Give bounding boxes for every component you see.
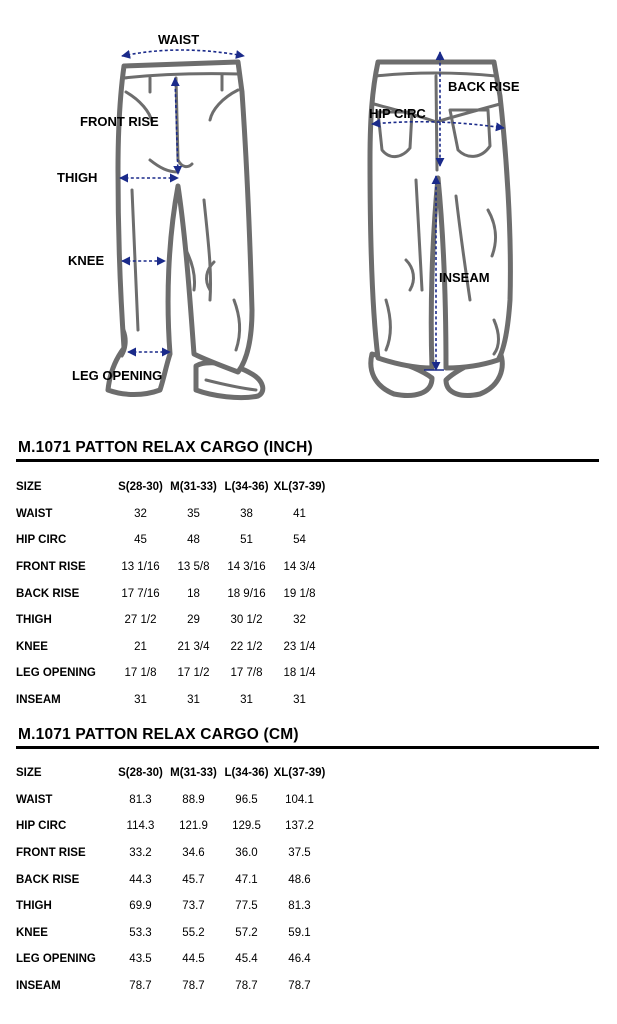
table-row	[14, 920, 326, 947]
table-cell: 17 7/8	[230, 667, 263, 680]
table-header-row	[14, 760, 326, 787]
table-cell: 81.3	[129, 793, 152, 806]
size-header-label: SIZE	[16, 767, 42, 780]
table-row	[14, 866, 326, 893]
table-cell: 114.3	[126, 820, 155, 833]
table-row	[14, 527, 326, 554]
table-cell: 18 9/16	[227, 587, 266, 600]
table-cell: 36.0	[235, 847, 258, 860]
table-cell: 69.9	[129, 900, 152, 913]
table-cell: 38	[240, 507, 253, 520]
row-label: HIP CIRC	[16, 820, 67, 833]
measurement-diagram	[0, 0, 617, 420]
row-label: THIGH	[16, 900, 52, 913]
table-cell: 14 3/4	[283, 561, 316, 574]
row-label: KNEE	[16, 926, 48, 939]
table-cell: 31	[293, 694, 306, 707]
table-cell: 31	[187, 694, 200, 707]
table-header-row	[14, 474, 326, 501]
row-label: WAIST	[16, 793, 53, 806]
table-cell: 96.5	[235, 793, 258, 806]
table-row	[14, 840, 326, 867]
table-cell: 32	[293, 614, 306, 627]
table-cell: 14 3/16	[227, 561, 266, 574]
table-cell: 53.3	[129, 926, 152, 939]
table-cell: 121.9	[179, 820, 208, 833]
cm-table-title: M.1071 PATTON RELAX CARGO (CM)	[18, 726, 299, 743]
table-cell: 104.1	[285, 793, 314, 806]
front-rise-label: FRONT RISE	[80, 114, 159, 129]
cm-size-table	[14, 760, 326, 999]
table-cell: 48.6	[288, 873, 311, 886]
table-cell: 78.7	[235, 980, 258, 993]
table-cell: 22 1/2	[230, 640, 263, 653]
table-cell: 54	[293, 534, 306, 547]
size-column-header: M(31-33)	[170, 481, 217, 494]
row-label: KNEE	[16, 640, 48, 653]
size-column-header: S(28-30)	[118, 481, 163, 494]
cm-size-table-body	[14, 760, 326, 999]
table-cell: 41	[293, 507, 306, 520]
table-cell: 129.5	[232, 820, 261, 833]
table-cell: 55.2	[182, 926, 205, 939]
table-cell: 73.7	[182, 900, 205, 913]
thigh-label: THIGH	[57, 170, 98, 185]
table-cell: 45.4	[235, 953, 258, 966]
cm-table-divider	[16, 746, 599, 749]
table-cell: 78.7	[288, 980, 311, 993]
table-cell: 27 1/2	[124, 614, 157, 627]
row-label: BACK RISE	[16, 873, 80, 886]
table-cell: 18	[187, 587, 200, 600]
table-cell: 13 1/16	[121, 561, 160, 574]
table-row	[14, 946, 326, 973]
table-cell: 48	[187, 534, 200, 547]
table-cell: 81.3	[288, 900, 311, 913]
table-row	[14, 501, 326, 528]
table-row	[14, 893, 326, 920]
size-column-header: S(28-30)	[118, 767, 163, 780]
row-label: FRONT RISE	[16, 561, 86, 574]
inch-table-divider	[16, 459, 599, 462]
table-row	[14, 660, 326, 687]
size-header-label: SIZE	[16, 481, 42, 494]
table-cell: 78.7	[129, 980, 152, 993]
table-cell: 21	[134, 640, 147, 653]
row-label: LEG OPENING	[16, 953, 96, 966]
size-column-header: XL(37-39)	[273, 767, 326, 780]
inch-table-title: M.1071 PATTON RELAX CARGO (INCH)	[18, 439, 313, 456]
table-cell: 31	[134, 694, 147, 707]
size-column-header: L(34-36)	[224, 767, 269, 780]
table-cell: 33.2	[129, 847, 152, 860]
row-label: THIGH	[16, 614, 52, 627]
table-cell: 31	[240, 694, 253, 707]
table-cell: 44.3	[129, 873, 152, 886]
table-cell: 59.1	[288, 926, 311, 939]
size-column-header: XL(37-39)	[273, 481, 326, 494]
table-row	[14, 813, 326, 840]
back-rise-label: BACK RISE	[448, 79, 520, 94]
table-cell: 29	[187, 614, 200, 627]
table-cell: 17 7/16	[121, 587, 160, 600]
table-row	[14, 634, 326, 661]
table-cell: 30 1/2	[230, 614, 263, 627]
table-cell: 23 1/4	[283, 640, 316, 653]
knee-label: KNEE	[68, 253, 105, 268]
table-cell: 137.2	[285, 820, 314, 833]
row-label: FRONT RISE	[16, 847, 86, 860]
table-cell: 32	[134, 507, 147, 520]
table-cell: 57.2	[235, 926, 258, 939]
table-row	[14, 973, 326, 1000]
table-cell: 47.1	[235, 873, 258, 886]
size-column-header: M(31-33)	[170, 767, 217, 780]
table-cell: 45.7	[182, 873, 205, 886]
table-row	[14, 580, 326, 607]
table-cell: 44.5	[182, 953, 205, 966]
hip-circ-label: HIP CIRC	[369, 106, 426, 121]
table-row	[14, 687, 326, 714]
table-cell: 21 3/4	[177, 640, 210, 653]
table-cell: 77.5	[235, 900, 258, 913]
waist-label: WAIST	[158, 32, 200, 47]
row-label: BACK RISE	[16, 587, 80, 600]
inch-size-table	[14, 474, 326, 713]
table-cell: 43.5	[129, 953, 152, 966]
front-pants-drawing	[108, 62, 263, 398]
table-row	[14, 607, 326, 634]
table-row	[14, 554, 326, 581]
table-cell: 88.9	[182, 793, 205, 806]
row-label: LEG OPENING	[16, 667, 96, 680]
table-cell: 19 1/8	[283, 587, 316, 600]
row-label: HIP CIRC	[16, 534, 67, 547]
table-cell: 78.7	[182, 980, 205, 993]
table-cell: 46.4	[288, 953, 311, 966]
row-label: INSEAM	[16, 980, 61, 993]
row-label: WAIST	[16, 507, 53, 520]
table-cell: 13 5/8	[177, 561, 210, 574]
row-label: INSEAM	[16, 694, 61, 707]
inseam-label: INSEAM	[439, 270, 490, 285]
table-cell: 34.6	[182, 847, 205, 860]
inch-size-table-body	[14, 474, 326, 713]
leg-opening-label: LEG OPENING	[72, 368, 163, 383]
table-cell: 18 1/4	[283, 667, 316, 680]
table-cell: 51	[240, 534, 253, 547]
size-column-header: L(34-36)	[224, 481, 269, 494]
table-cell: 17 1/8	[124, 667, 157, 680]
table-cell: 35	[187, 507, 200, 520]
table-cell: 45	[134, 534, 147, 547]
table-cell: 37.5	[288, 847, 311, 860]
table-cell: 17 1/2	[177, 667, 210, 680]
table-row	[14, 787, 326, 814]
